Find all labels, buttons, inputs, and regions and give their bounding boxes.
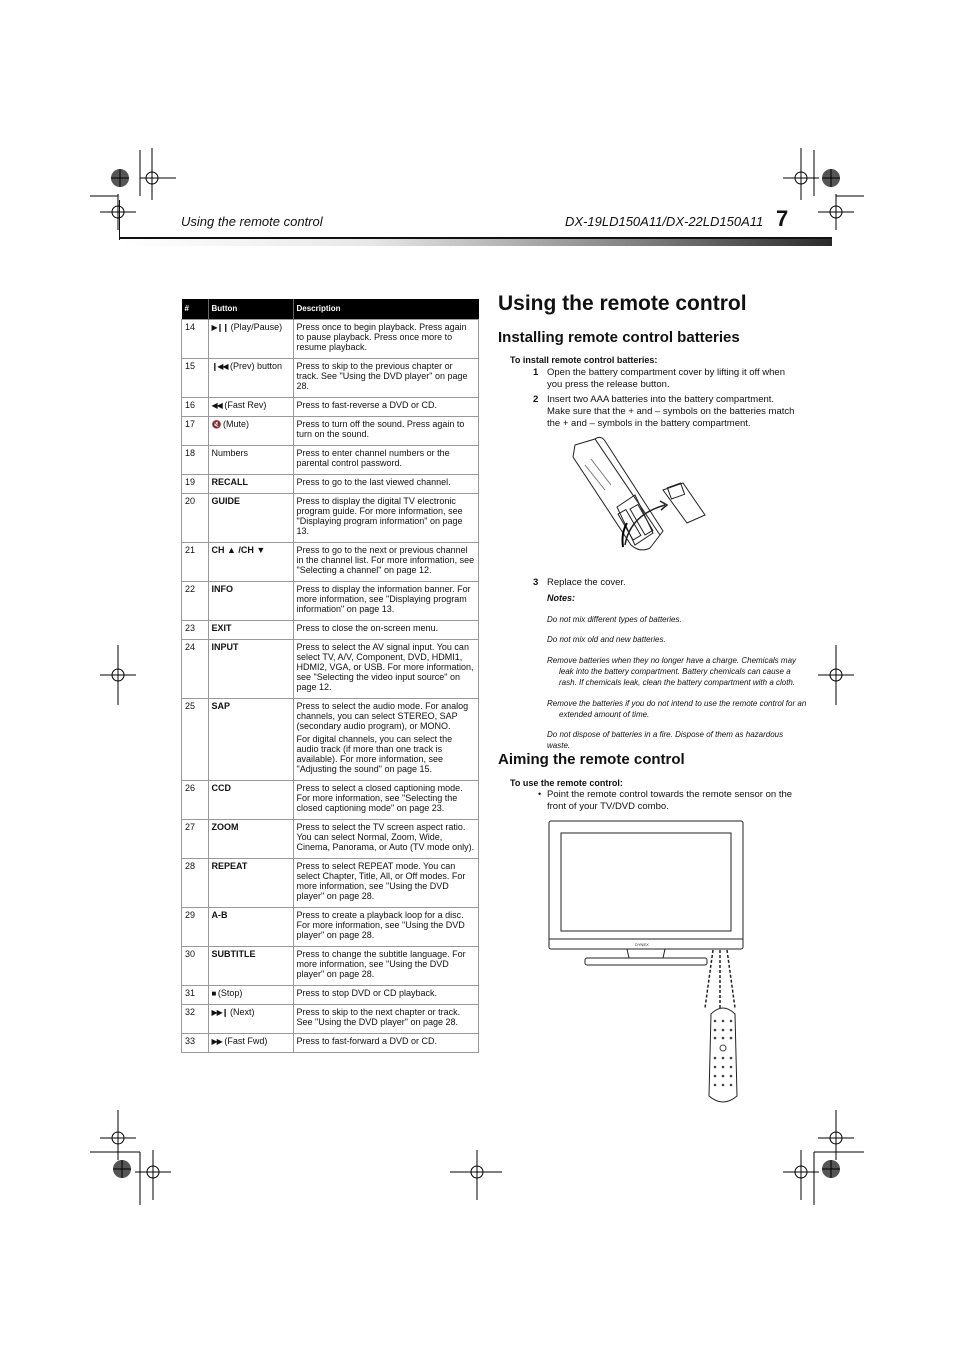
description-cell bbox=[293, 820, 479, 859]
note-item: Do not dispose of batteries in a fire. Dispose of them as hazardous waste. bbox=[547, 730, 784, 750]
row-number: 29 bbox=[182, 908, 209, 947]
page-number: 7 bbox=[776, 206, 789, 231]
row-number: 23 bbox=[182, 621, 209, 640]
description-text: Press to fast-reverse a DVD or CD. bbox=[296, 400, 438, 410]
button-name: SAP bbox=[211, 701, 231, 711]
description-text: Press to turn off the sound. Press again to turn on the sound. bbox=[296, 419, 465, 439]
description-cell bbox=[293, 582, 479, 621]
description-text: Press to go to the next or previous channel in the channel list. For more information, see "Selecting a channel" on page 12. bbox=[296, 545, 475, 575]
button-name: INFO bbox=[211, 584, 233, 594]
button-name: A-B bbox=[211, 910, 228, 920]
description-cell bbox=[293, 543, 479, 582]
step-text: Open the battery compartment cover by lifting it off when you press the release button. bbox=[547, 367, 785, 390]
table-row bbox=[182, 475, 479, 494]
row-number: 33 bbox=[182, 1034, 209, 1053]
button-name: (Next) bbox=[230, 1007, 255, 1017]
description-cell bbox=[293, 494, 479, 543]
step-number: 2 bbox=[533, 394, 539, 405]
step-text: Replace the cover. bbox=[547, 577, 626, 588]
description-text: Press to select the TV screen aspect ratio. You can select Normal, Zoom, Wide, Cinema, Panorama, or Auto (TV mode only). bbox=[296, 822, 475, 852]
description-text: Press to display the information banner. For more information, see "Displaying program information" on page 13. bbox=[296, 584, 471, 614]
description-cell bbox=[293, 859, 479, 908]
button-name: RECALL bbox=[211, 477, 248, 487]
row-number: 24 bbox=[182, 640, 209, 699]
description-cell bbox=[293, 446, 479, 475]
button-cell bbox=[208, 820, 293, 859]
column-header-description: Description bbox=[293, 299, 479, 320]
description-cell bbox=[293, 986, 479, 1005]
button-cell bbox=[208, 640, 293, 699]
column-header-button: Button bbox=[208, 299, 293, 320]
button-symbol-icon: 🔇 bbox=[211, 420, 221, 429]
table-row bbox=[182, 640, 479, 699]
description-text: Press to go to the last viewed channel. bbox=[296, 477, 451, 487]
button-symbol-icon: ▶▶ bbox=[211, 1037, 222, 1046]
button-cell bbox=[208, 494, 293, 543]
button-cell bbox=[208, 1005, 293, 1034]
description-text: Press to stop DVD or CD playback. bbox=[296, 988, 438, 998]
button-cell bbox=[208, 582, 293, 621]
header-model-number: DX-19LD150A11/DX-22LD150A11 bbox=[565, 214, 764, 229]
row-number: 17 bbox=[182, 417, 209, 446]
row-number: 21 bbox=[182, 543, 209, 582]
description-text: Press to enter channel numbers or the parental control password. bbox=[296, 448, 450, 468]
description-text: Press once to begin playback. Press again to pause playback. Press once more to resume playback. bbox=[296, 322, 467, 352]
table-row bbox=[182, 543, 479, 582]
table-row bbox=[182, 699, 479, 781]
button-symbol-icon: ❙◀◀ bbox=[211, 362, 228, 371]
button-symbol-icon: ▶❙❙ bbox=[211, 323, 229, 332]
row-number: 22 bbox=[182, 582, 209, 621]
description-text: Press to change the subtitle language. For more information, see "Using the DVD player" on page 28. bbox=[296, 949, 466, 979]
button-name: SUBTITLE bbox=[211, 949, 256, 959]
row-number: 20 bbox=[182, 494, 209, 543]
table-row bbox=[182, 820, 479, 859]
description-text: Press to fast-forward a DVD or CD. bbox=[296, 1036, 438, 1046]
table-row bbox=[182, 908, 479, 947]
table-row bbox=[182, 320, 479, 359]
row-number: 15 bbox=[182, 359, 209, 398]
button-cell bbox=[208, 699, 293, 781]
table-row bbox=[182, 446, 479, 475]
note-item: Do not mix different types of batteries. bbox=[547, 615, 682, 624]
button-cell bbox=[208, 417, 293, 446]
description-text: Press to skip to the next chapter or track. See "Using the DVD player" on page 28. bbox=[296, 1007, 461, 1027]
batteries-heading: Installing remote control batteries bbox=[498, 329, 740, 346]
tv-brand-label: DYNEX bbox=[635, 942, 649, 947]
row-number: 30 bbox=[182, 947, 209, 986]
description-cell bbox=[293, 699, 479, 781]
row-number: 26 bbox=[182, 781, 209, 820]
button-cell bbox=[208, 359, 293, 398]
column-header-number: # bbox=[182, 299, 209, 320]
button-symbol-icon: ▶▶❙ bbox=[211, 1008, 228, 1017]
table-row bbox=[182, 1034, 479, 1053]
button-name: CH ▲ /CH ▼ bbox=[211, 545, 266, 555]
table-row bbox=[182, 359, 479, 398]
description-cell bbox=[293, 908, 479, 947]
button-name: CCD bbox=[211, 783, 231, 793]
row-number: 18 bbox=[182, 446, 209, 475]
table-row bbox=[182, 1005, 479, 1034]
description-cell bbox=[293, 781, 479, 820]
description-cell bbox=[293, 417, 479, 446]
button-name: REPEAT bbox=[211, 861, 248, 871]
description-text: Press to close the on-screen menu. bbox=[296, 623, 439, 633]
description-text: Press to display the digital TV electronic program guide. For more information, see "Displaying program information" on page 13. bbox=[296, 496, 463, 536]
button-cell bbox=[208, 908, 293, 947]
button-name: INPUT bbox=[211, 642, 239, 652]
description-text: For digital channels, you can select the audio track (if more than one track is available). For more information, see "Adjusting the sound" on page 15. bbox=[296, 734, 453, 774]
table-row bbox=[182, 947, 479, 986]
button-name: (Fast Rev) bbox=[224, 400, 267, 410]
button-name: ZOOM bbox=[211, 822, 239, 832]
button-name: EXIT bbox=[211, 623, 232, 633]
header-vertical-rule bbox=[119, 200, 120, 240]
description-cell bbox=[293, 359, 479, 398]
note-item: Remove batteries when they no longer have a charge. Chemicals may leak into the battery compartment. Battery chemicals can cause a rash. If chemicals leak, clean the battery compartment with a cloth. bbox=[547, 656, 797, 687]
batteries-subheading: To install remote control batteries: bbox=[510, 355, 658, 365]
row-number: 25 bbox=[182, 699, 209, 781]
button-cell bbox=[208, 446, 293, 475]
button-name: Numbers bbox=[211, 448, 249, 458]
button-name: (Stop) bbox=[217, 988, 243, 998]
description-cell bbox=[293, 1005, 479, 1034]
button-cell bbox=[208, 621, 293, 640]
button-cell bbox=[208, 543, 293, 582]
page-title: Using the remote control bbox=[498, 292, 747, 315]
button-symbol-icon: ◀◀ bbox=[211, 401, 222, 410]
button-cell bbox=[208, 475, 293, 494]
tv-remote-illustration bbox=[545, 818, 750, 1108]
button-name: (Play/Pause) bbox=[230, 322, 283, 332]
button-name: (Prev) button bbox=[230, 361, 283, 371]
table-row bbox=[182, 621, 479, 640]
description-text: Press to select the AV signal input. You can select TV, A/V, Component, DVD, HDMI1, HDMI2, VGA, or USB. For more information, see "Selecting the video input source" on page 12. bbox=[296, 642, 474, 692]
header-rule bbox=[120, 237, 832, 239]
description-cell bbox=[293, 947, 479, 986]
button-cell bbox=[208, 320, 293, 359]
battery-install-illustration bbox=[565, 435, 715, 555]
aiming-subheading: To use the remote control: bbox=[510, 778, 623, 788]
table-body bbox=[182, 320, 479, 1053]
description-text: Press to select a closed captioning mode. For more information, see "Selecting the closed captioning mode" on page 23. bbox=[296, 783, 463, 813]
description-cell bbox=[293, 621, 479, 640]
row-number: 14 bbox=[182, 320, 209, 359]
table-row bbox=[182, 398, 479, 417]
row-number: 16 bbox=[182, 398, 209, 417]
table-row bbox=[182, 582, 479, 621]
description-text: Press to skip to the previous chapter or track. See "Using the DVD player" on page 28. bbox=[296, 361, 468, 391]
table-header-row bbox=[182, 299, 479, 320]
step-number: 1 bbox=[533, 367, 539, 378]
description-cell bbox=[293, 1034, 479, 1053]
button-symbol-icon: ■ bbox=[211, 989, 216, 998]
bullet-icon: • bbox=[538, 789, 542, 799]
description-cell bbox=[293, 398, 479, 417]
button-cell bbox=[208, 1034, 293, 1053]
table-row bbox=[182, 986, 479, 1005]
bullet-text: Point the remote control towards the remote sensor on the front of your TV/DVD combo. bbox=[547, 789, 793, 812]
table-row bbox=[182, 494, 479, 543]
description-text: Press to select the audio mode. For analog channels, you can select STEREO, SAP (secondary audio program), or MONO. bbox=[296, 701, 469, 731]
step-number: 3 bbox=[533, 577, 539, 588]
description-cell bbox=[293, 320, 479, 359]
table-row bbox=[182, 781, 479, 820]
button-name: (Fast Fwd) bbox=[224, 1036, 268, 1046]
notes-label: Notes: bbox=[547, 593, 576, 603]
description-text: Press to create a playback loop for a disc. For more information, see "Using the DVD player" on page 28. bbox=[296, 910, 465, 940]
row-number: 32 bbox=[182, 1005, 209, 1034]
button-name: GUIDE bbox=[211, 496, 241, 506]
remote-buttons-table bbox=[181, 299, 479, 1053]
row-number: 19 bbox=[182, 475, 209, 494]
button-cell bbox=[208, 398, 293, 417]
table-row bbox=[182, 417, 479, 446]
button-name: (Mute) bbox=[222, 419, 249, 429]
table-row bbox=[182, 859, 479, 908]
button-cell bbox=[208, 781, 293, 820]
button-cell bbox=[208, 947, 293, 986]
description-cell bbox=[293, 475, 479, 494]
button-cell bbox=[208, 859, 293, 908]
description-cell bbox=[293, 640, 479, 699]
description-text: Press to select REPEAT mode. You can select Chapter, Title, All, or Off modes. For more information, see "Using the DVD player" on page 28. bbox=[296, 861, 466, 901]
note-item: Do not mix old and new batteries. bbox=[547, 635, 666, 644]
note-item: Remove the batteries if you do not intend to use the remote control for an extended amount of time. bbox=[547, 699, 807, 719]
step-text: Insert two AAA batteries into the battery compartment. Make sure that the + and – symbols on the batteries match the + and – symbols in the battery compartment. bbox=[547, 394, 795, 429]
aiming-heading: Aiming the remote control bbox=[498, 751, 685, 768]
button-cell bbox=[208, 986, 293, 1005]
row-number: 28 bbox=[182, 859, 209, 908]
row-number: 31 bbox=[182, 986, 209, 1005]
row-number: 27 bbox=[182, 820, 209, 859]
header-section-title: Using the remote control bbox=[181, 214, 323, 229]
